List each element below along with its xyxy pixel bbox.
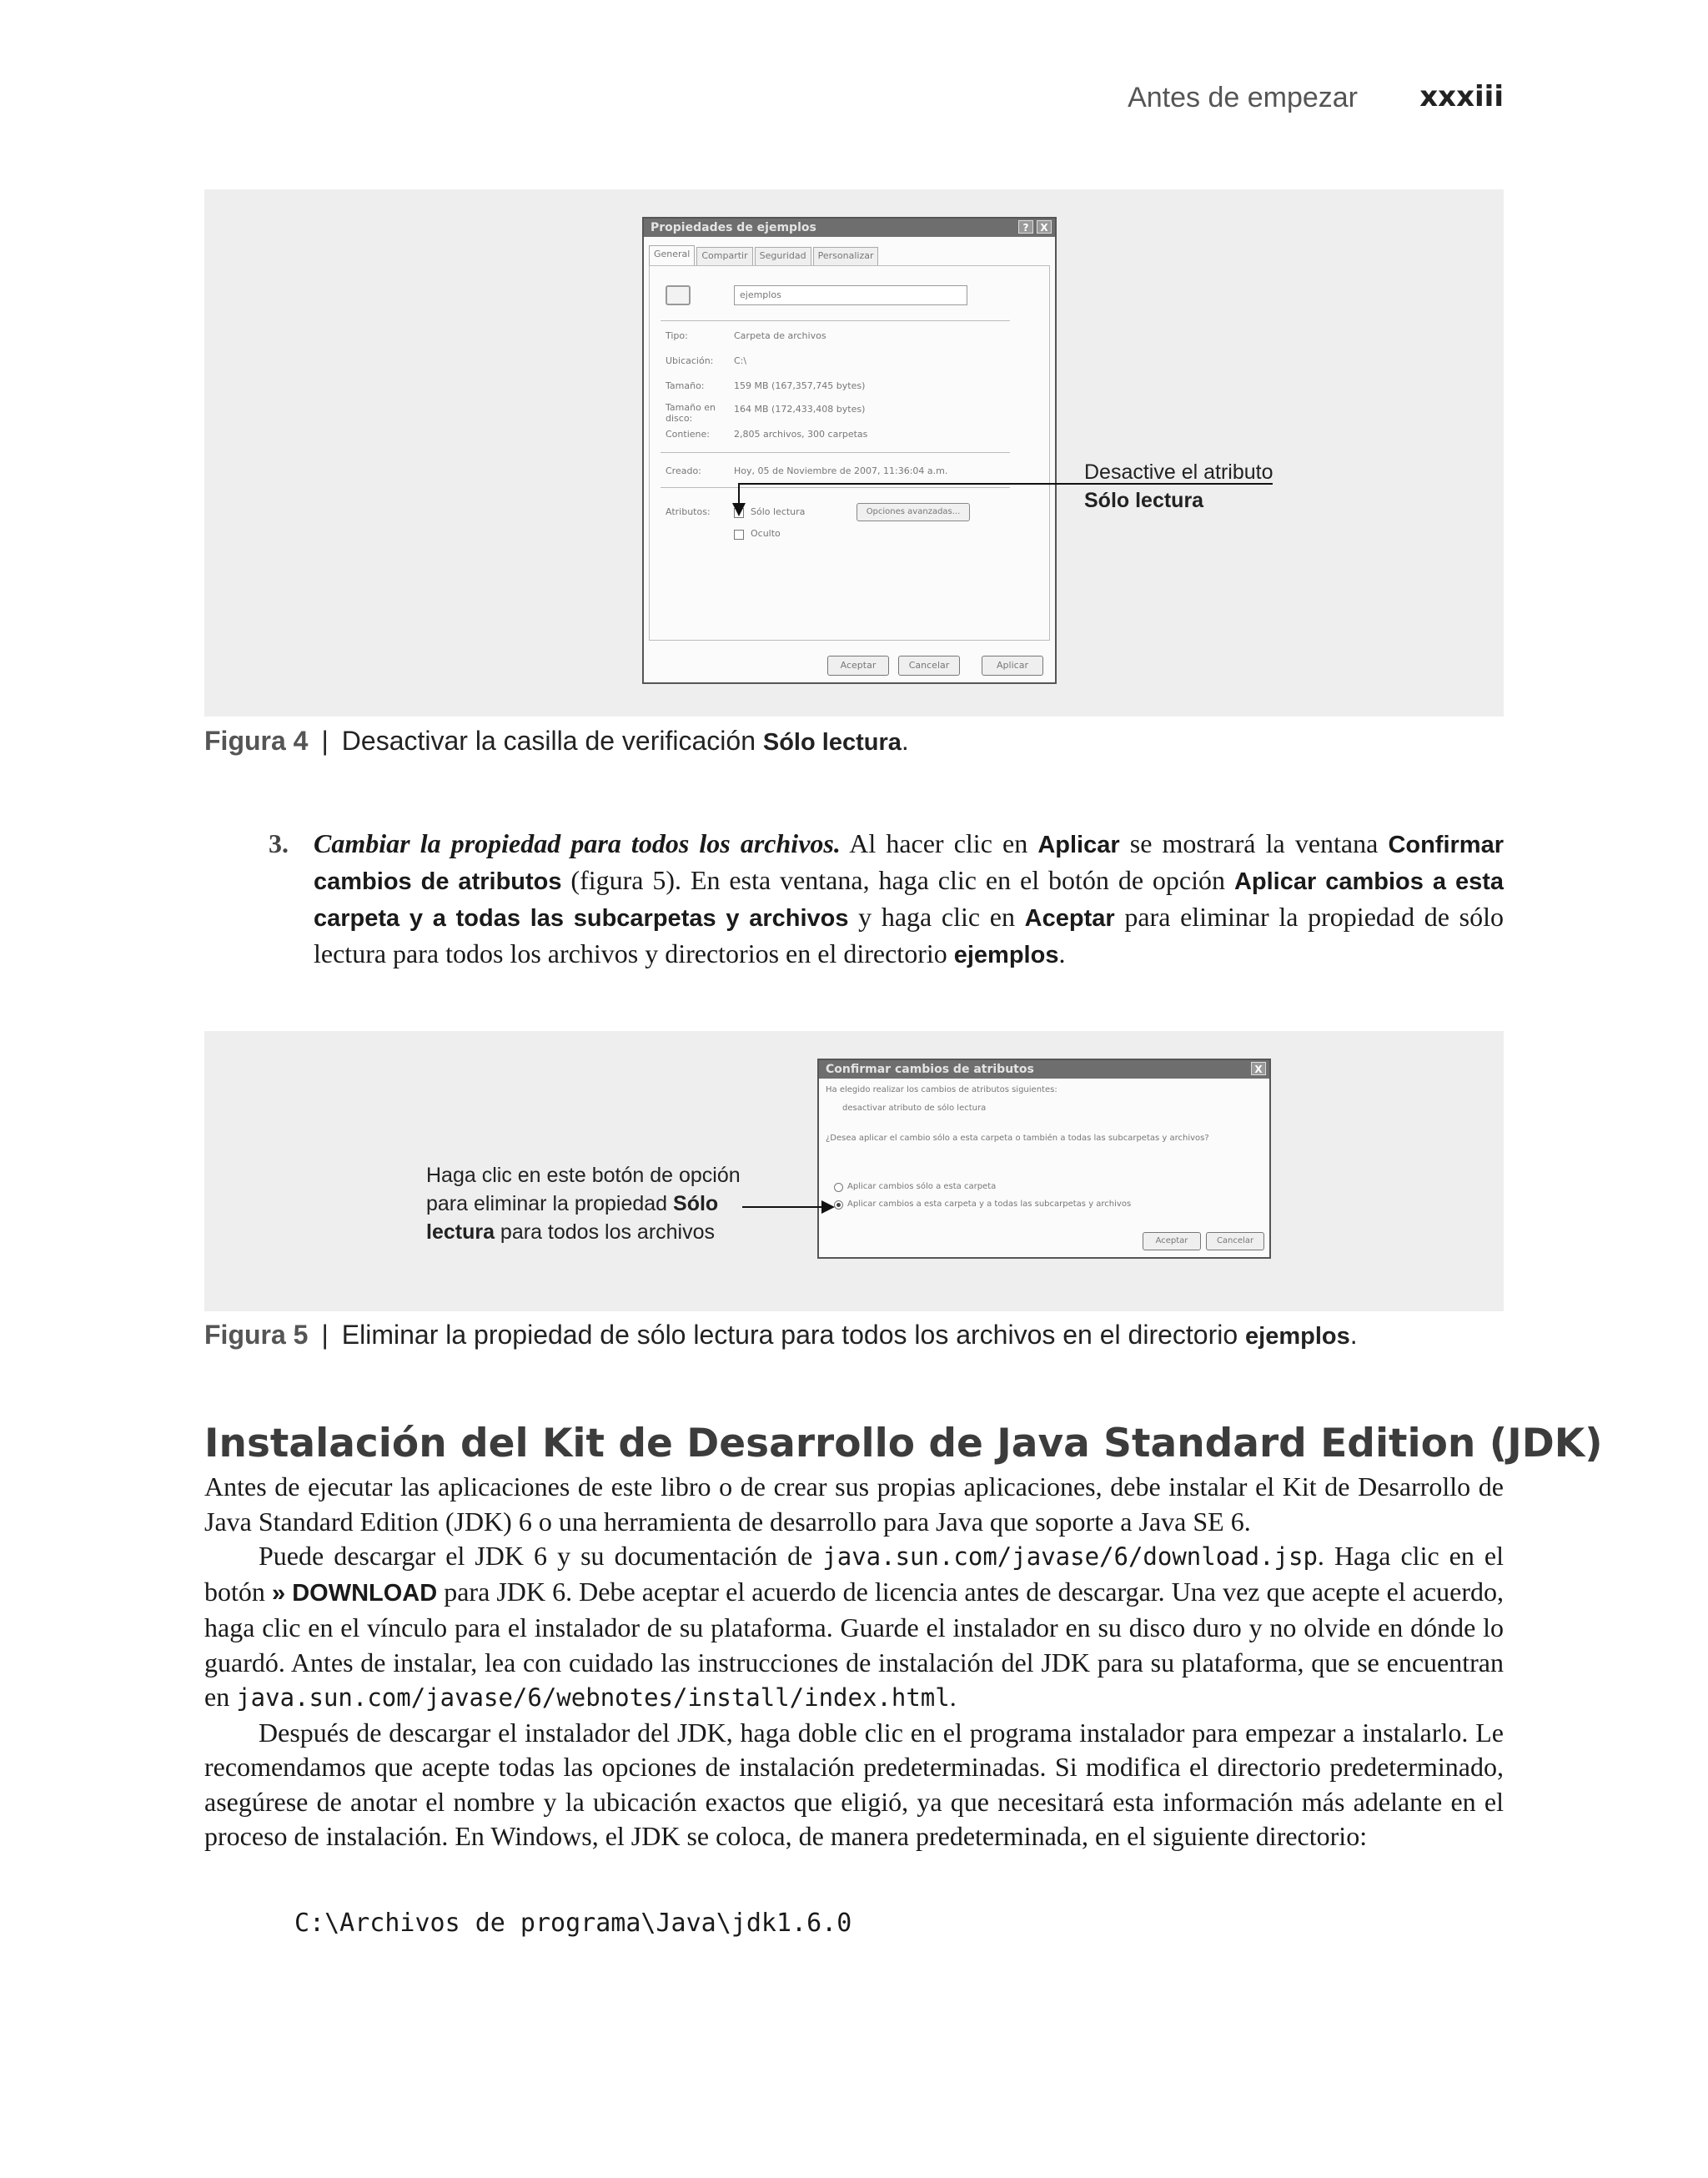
properties-titlebar bbox=[644, 219, 1055, 237]
install-notes-url: java.sun.com/javase/6/webnotes/install/index.html bbox=[236, 1683, 950, 1712]
step-text: para eliminar la propiedad de sólo lectura para todos los archivos y directorios en el directorio bbox=[314, 902, 1505, 968]
header-title: Antes de empezar bbox=[1128, 82, 1358, 113]
callout-text-line bbox=[426, 1190, 741, 1218]
caption-text: Eliminar la propiedad de sólo lectura para todos los archivos en el directorio bbox=[341, 1320, 1246, 1350]
paragraph: Antes de ejecutar las aplicaciones de este libro o de crear sus propias aplicaciones, debe instalar el Kit de Desarrollo de Java Standard Edition (JDK) 6 o una herramienta de desarrollo para Java que soporte a Java SE 6. bbox=[204, 1471, 1504, 1537]
ui-term: ejemplos bbox=[953, 942, 1059, 968]
step-text: y haga clic en bbox=[848, 902, 1025, 932]
cancel-button[interactable]: Cancelar bbox=[1206, 1232, 1264, 1250]
properties-tabs bbox=[649, 247, 880, 265]
tab-body bbox=[649, 265, 1050, 641]
readonly-label: Sólo lectura bbox=[751, 506, 806, 517]
caption-end: . bbox=[1349, 1320, 1358, 1350]
step-3 bbox=[269, 826, 1504, 973]
accept-button[interactable]: Aceptar bbox=[827, 656, 889, 676]
folder-icon bbox=[666, 285, 691, 305]
close-button[interactable]: X bbox=[1037, 220, 1052, 234]
callout-text-line bbox=[426, 1218, 741, 1246]
dialog-text: Ha elegido realizar los cambios de atributos siguientes: bbox=[826, 1085, 1057, 1094]
figure-5-caption bbox=[204, 1320, 1358, 1351]
cancel-button[interactable]: Cancelar bbox=[898, 656, 960, 676]
step-text: Al hacer clic en bbox=[840, 828, 1038, 858]
text: . bbox=[949, 1682, 957, 1712]
tab-seguridad[interactable]: Seguridad bbox=[755, 247, 811, 265]
prop-value: 2,805 archivos, 300 carpetas bbox=[734, 429, 868, 440]
step-body bbox=[314, 826, 1504, 973]
step-text: . bbox=[1058, 938, 1066, 968]
page-number: xxxiii bbox=[1419, 80, 1504, 113]
attributes-label: Atributos: bbox=[666, 506, 711, 517]
dialog-text: desactivar atributo de sólo lectura bbox=[842, 1104, 987, 1113]
text: Puede descargar el JDK 6 y su documentación de bbox=[259, 1541, 823, 1571]
arrow-icon bbox=[732, 503, 746, 516]
radio-label: Aplicar cambios sólo a esta carpeta bbox=[847, 1182, 997, 1191]
ui-term: Confirmar cambios de atributos bbox=[314, 832, 1505, 895]
caption-end: . bbox=[901, 726, 909, 756]
callout-text: para eliminar la propiedad bbox=[426, 1192, 674, 1215]
callout-term-bold: Sólo bbox=[673, 1192, 719, 1215]
caption-term: ejemplos bbox=[1245, 1323, 1350, 1350]
confirm-title: Confirmar cambios de atributos bbox=[826, 1063, 1034, 1076]
separator bbox=[661, 452, 1010, 453]
step-lead: Cambiar la propiedad para todos los archivos. bbox=[314, 828, 841, 858]
accept-button[interactable]: Aceptar bbox=[1143, 1232, 1201, 1250]
prop-label: Ubicación: bbox=[666, 355, 714, 366]
radio-label: Aplicar cambios a esta carpeta y a todas las subcarpetas y archivos bbox=[847, 1200, 1132, 1209]
caption-separator: | bbox=[321, 1320, 329, 1350]
prop-label: Tamaño en disco: bbox=[666, 402, 716, 424]
step-text: (figura 5). En esta ventana, haga clic en el botón de opción bbox=[561, 865, 1234, 895]
text: para JDK 6. Debe aceptar el acuerdo de licencia antes de descargar. Una vez que acepte el acuerdo, haga clic en el vínculo para el instalador de su plataforma. Guarde el instalador en su disco duro y no olvide en dónde lo guardó. Antes de instalar, lea con cuidado las instrucciones de instalación del JDK para su plataforma, que se encuentran en bbox=[204, 1576, 1504, 1712]
radio-this-folder[interactable] bbox=[834, 1183, 843, 1192]
prop-label: Tamaño: bbox=[666, 380, 705, 391]
folder-name-field[interactable]: ejemplos bbox=[734, 285, 967, 305]
download-url: java.sun.com/javase/6/download.jsp bbox=[822, 1542, 1318, 1571]
tab-personalizar[interactable]: Personalizar bbox=[813, 247, 879, 265]
callout-text: Desactive el atributo bbox=[1084, 460, 1273, 484]
callout-text: Haga clic en este botón de opción bbox=[426, 1164, 741, 1187]
confirm-titlebar bbox=[819, 1060, 1269, 1079]
paragraph: Después de descargar el instalador del JDK, haga doble clic en el programa instalador para empezar a instalarlo. Le recomendamos que acepte todas las opciones de instalación predeterminadas. Si modifica el directorio predeterminado, asegúrese de anotar el nombre y la ubicación exactos que eligió, ya que necesitará esta información más adelante en el proceso de instalación. En Windows, el JDK se coloca, de manera predeterminada, en el siguiente directorio: bbox=[204, 1717, 1504, 1851]
caption-separator: | bbox=[321, 726, 329, 756]
hidden-checkbox[interactable] bbox=[734, 530, 744, 540]
properties-title: Propiedades de ejemplos bbox=[651, 221, 816, 234]
prop-label: Creado: bbox=[666, 465, 701, 476]
callout-line bbox=[738, 483, 740, 505]
help-button[interactable]: ? bbox=[1018, 220, 1033, 234]
callout-term-bold: lectura bbox=[426, 1220, 495, 1244]
dialog-text: ¿Desea aplicar el cambio sólo a esta carpeta o también a todas las subcarpetas y archivos? bbox=[826, 1134, 1209, 1143]
tab-general[interactable]: General bbox=[649, 245, 695, 265]
text: . Haga clic en el botón bbox=[204, 1541, 1505, 1607]
callout-term bbox=[1084, 486, 1273, 515]
properties-dialog bbox=[642, 217, 1057, 684]
figure-5-panel bbox=[204, 1031, 1504, 1311]
caption-text: Desactivar la casilla de verificación bbox=[341, 726, 763, 756]
caption-term: Sólo lectura bbox=[762, 729, 902, 756]
step-text: se mostrará la ventana bbox=[1119, 828, 1389, 858]
figure-4-callout bbox=[1084, 458, 1273, 515]
section-heading: Instalación del Kit de Desarrollo de Java Standard Edition (JDK) bbox=[204, 1421, 1603, 1466]
figure-4-caption bbox=[204, 726, 909, 757]
radio-all-subfolders[interactable] bbox=[834, 1200, 843, 1210]
figure-5-callout bbox=[426, 1161, 741, 1246]
arrow-icon bbox=[821, 1200, 835, 1214]
callout-text: para todos los archivos bbox=[494, 1220, 716, 1244]
prop-value: 164 MB (172,433,408 bytes) bbox=[734, 404, 866, 415]
separator bbox=[661, 320, 1010, 321]
prop-value: Carpeta de archivos bbox=[734, 330, 826, 341]
hidden-label: Oculto bbox=[751, 528, 781, 539]
ui-term: Aplicar bbox=[1037, 832, 1120, 858]
callout-term-bold: Sólo lectura bbox=[1084, 489, 1204, 512]
paragraph bbox=[204, 1539, 1504, 1716]
code-path: C:\Archivos de programa\Java\jdk1.6.0 bbox=[294, 1909, 852, 1938]
prop-value: Hoy, 05 de Noviembre de 2007, 11:36:04 a.m. bbox=[734, 465, 948, 476]
step-number: 3. bbox=[269, 828, 289, 858]
separator bbox=[661, 487, 1010, 488]
confirm-dialog bbox=[817, 1059, 1271, 1259]
close-button[interactable]: X bbox=[1251, 1062, 1266, 1075]
download-button-term: » DOWNLOAD bbox=[271, 1579, 438, 1607]
ui-term: Aplicar cambios a esta carpeta y a todas las subcarpetas y archivos bbox=[314, 868, 1505, 932]
callout-line bbox=[742, 1206, 826, 1208]
caption-label: Figura 5 bbox=[204, 1320, 309, 1350]
figure-4-panel bbox=[204, 189, 1504, 717]
prop-label: Tipo: bbox=[666, 330, 688, 341]
section-body bbox=[204, 1470, 1504, 1854]
running-header bbox=[204, 77, 1504, 127]
prop-value: 159 MB (167,357,745 bytes) bbox=[734, 380, 866, 391]
tab-compartir[interactable]: Compartir bbox=[696, 247, 752, 265]
prop-label: Contiene: bbox=[666, 429, 710, 440]
caption-label: Figura 4 bbox=[204, 726, 309, 756]
ui-term: Aceptar bbox=[1024, 905, 1115, 932]
prop-value: C:\ bbox=[734, 355, 747, 366]
advanced-options-button[interactable]: Opciones avanzadas... bbox=[857, 503, 970, 521]
apply-button[interactable]: Aplicar bbox=[982, 656, 1043, 676]
